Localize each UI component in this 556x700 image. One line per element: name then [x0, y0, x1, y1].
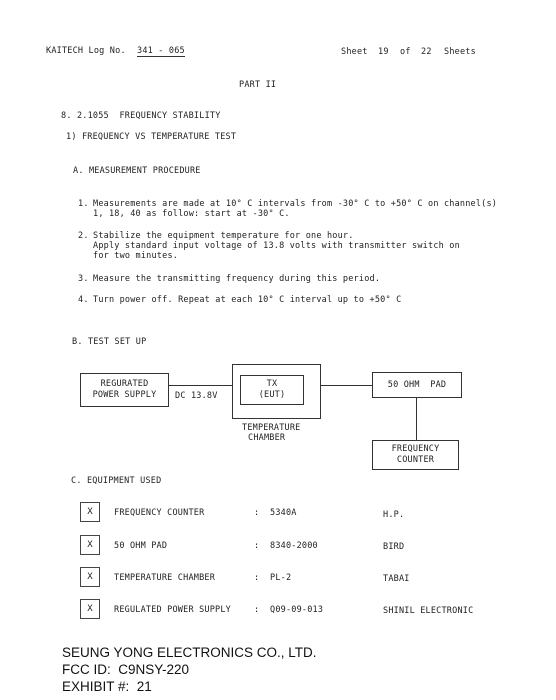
sheet-number: 19: [378, 47, 389, 57]
tx-label: TX: [266, 379, 278, 389]
power-supply-box: [80, 373, 169, 407]
dc-voltage-label: DC 13.8V: [175, 391, 218, 401]
equipment-checkbox: X: [80, 535, 100, 555]
counter-label: COUNTER: [396, 455, 435, 465]
procedure-heading: A. MEASUREMENT PROCEDURE: [73, 166, 201, 176]
equipment-model: Q09-09-013: [270, 605, 324, 615]
section-title: 8. 2.1055 FREQUENCY STABILITY: [61, 111, 221, 121]
ohm-pad-label: 50 OHM PAD: [387, 380, 447, 390]
equipment-separator: :: [254, 508, 260, 518]
equipment-name: 50 OHM PAD: [114, 541, 168, 551]
total-sheets: 22: [421, 47, 432, 57]
frequency-counter-box: [372, 440, 459, 470]
connection-line: [321, 385, 372, 386]
equipment-maker: H.P.: [383, 510, 405, 520]
equipment-checkbox: X: [80, 567, 100, 587]
step-line: Measure the transmitting frequency during this period.: [93, 274, 381, 284]
equipment-maker: BIRD: [383, 542, 405, 552]
equipment-maker: SHINIL ELECTRONIC: [383, 606, 474, 616]
equipment-checkbox: X: [80, 599, 100, 619]
step-line: Measurements are made at 10° C intervals from -30° C to +50° C on channel(s): [93, 199, 498, 209]
step-number: 2.: [78, 231, 89, 241]
equipment-heading: C. EQUIPMENT USED: [71, 476, 162, 486]
equipment-name: FREQUENCY COUNTER: [114, 508, 205, 518]
step-line: 1, 18, 40 as follow: start at -30° C.: [93, 209, 290, 219]
chamber-label: TEMPERATURE: [242, 423, 301, 433]
power-supply-label: POWER SUPPLY: [92, 390, 157, 400]
power-supply-label: REGURATED: [100, 379, 149, 389]
step-line: Stabilize the equipment temperature for one hour.: [93, 231, 354, 241]
log-number: 341 - 065: [137, 46, 185, 56]
equipment-model: PL-2: [270, 573, 292, 583]
company-name: SEUNG YONG ELECTRONICS CO., LTD.: [62, 645, 317, 660]
connection-line: [169, 385, 232, 386]
setup-heading: B. TEST SET UP: [72, 337, 147, 347]
equipment-separator: :: [254, 541, 260, 551]
step-number: 3.: [78, 274, 89, 284]
equipment-name: REGULATED POWER SUPPLY: [114, 605, 231, 615]
sheet-label: Sheet: [341, 47, 368, 57]
fcc-id: FCC ID: C9NSY-220: [62, 662, 190, 677]
eut-label: (EUT): [258, 390, 286, 400]
equipment-checkbox: X: [80, 502, 100, 522]
equipment-model: 5340A: [270, 508, 297, 518]
step-line: for two minutes.: [93, 251, 179, 261]
step-line: Turn power off. Repeat at each 10° C interval up to +50° C: [93, 295, 402, 305]
equipment-separator: :: [254, 573, 260, 583]
sheets-label: Sheets: [444, 47, 476, 57]
step-line: Apply standard input voltage of 13.8 volts with transmitter switch on: [93, 241, 460, 251]
equipment-separator: :: [254, 605, 260, 615]
step-number: 1.: [78, 199, 89, 209]
part-title: PART II: [239, 80, 277, 90]
equipment-model: 8340-2000: [270, 541, 318, 551]
step-number: 4.: [78, 295, 89, 305]
ohm-pad-box: [372, 372, 462, 398]
equipment-name: TEMPERATURE CHAMBER: [114, 573, 216, 583]
test-title: 1) FREQUENCY VS TEMPERATURE TEST: [66, 132, 237, 142]
log-label: KAITECH Log No.: [46, 46, 126, 56]
counter-label: FREQUENCY: [391, 444, 440, 454]
connection-line: [416, 398, 417, 440]
of-label: of: [400, 47, 411, 57]
equipment-maker: TABAI: [383, 574, 410, 584]
tx-eut-box: [240, 375, 304, 405]
exhibit-number: EXHIBIT #: 21: [62, 679, 152, 694]
chamber-label: CHAMBER: [248, 433, 286, 443]
